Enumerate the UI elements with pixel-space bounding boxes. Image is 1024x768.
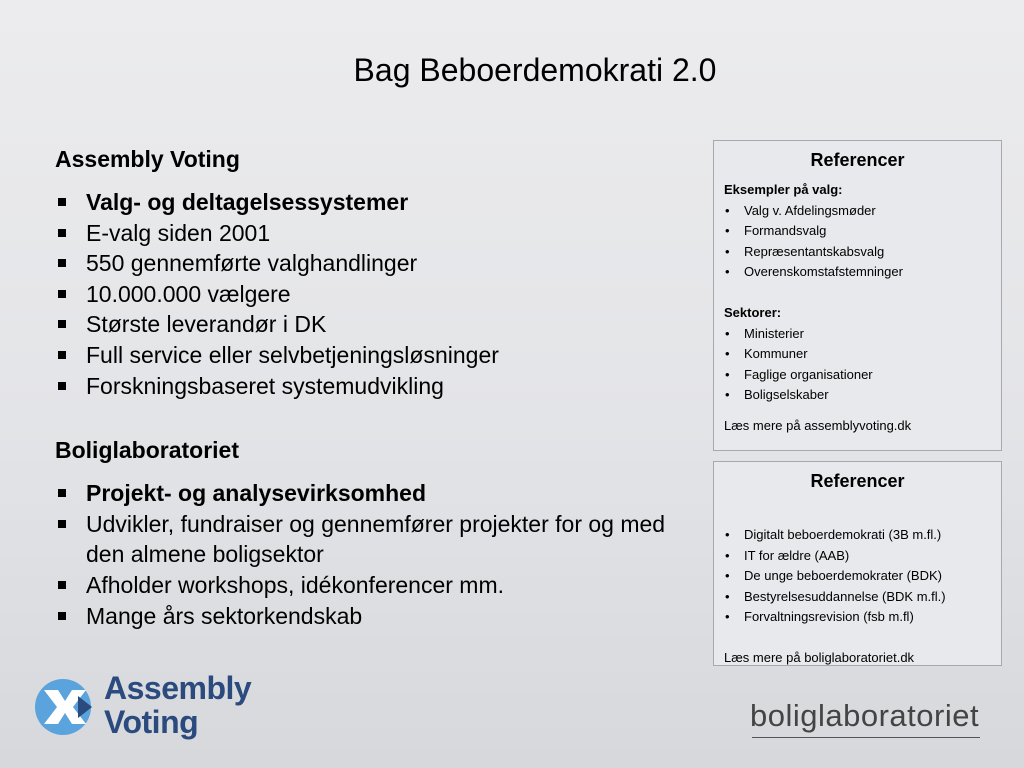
list-item: • Valg v. Afdelingsmøder [724,201,991,222]
list-item: • Digitalt beboerdemokrati (3B m.fl.) [724,525,991,546]
list-item: Mange års sektorkendskab [55,601,695,632]
assembly-voting-wordmark-line1: Assembly [104,670,252,706]
main-content [55,146,695,631]
list-item: • Ministerier [724,324,991,345]
read-more-boliglaboratoriet: Læs mere på boliglaboratoriet.dk [724,649,915,665]
examples-list [724,201,991,283]
list-item: • Boligselskaber [724,385,991,406]
references-box-assembly-voting [713,140,1002,451]
assembly-voting-list [55,187,695,401]
sectors-list [724,324,991,406]
list-item: Projekt- og analysevirksomhed [55,478,695,509]
list-item: • Formandsvalg [724,221,991,242]
list-item: • Kommuner [724,344,991,365]
slide-title: Bag Beboerdemokrati 2.0 [353,52,717,88]
boliglaboratoriet-logo: boliglaboratoriet [750,698,980,733]
list-item: E-valg siden 2001 [55,218,695,249]
references-title: Referencer [810,471,905,491]
list-item: Afholder workshops, idékonferencer mm. [55,570,695,601]
list-item: • IT for ældre (AAB) [724,546,991,567]
list-item: Valg- og deltagelsessystemer [55,187,695,218]
sectors-heading: Sektorer: [724,304,782,320]
assembly-voting-x-icon [34,676,96,738]
list-item: • Bestyrelsesuddannelse (BDK m.fl.) [724,587,991,608]
assembly-voting-wordmark-line2: Voting [104,704,199,740]
list-item: Udvikler, fundraiser og gennemfører projekter for og med den almene boligsektor [55,509,695,570]
references-box-boliglaboratoriet [713,461,1002,666]
list-item: 10.000.000 vælgere [55,279,695,310]
boliglaboratoriet-logo-underline [752,737,980,738]
section-heading-boliglaboratoriet: Boliglaboratoriet [55,437,240,464]
list-item: • Forvaltningsrevision (fsb m.fl) [724,607,991,628]
list-item: • Repræsentantskabsvalg [724,242,991,263]
list-item: • De unge beboerdemokrater (BDK) [724,566,991,587]
read-more-assemblyvoting: Læs mere på assemblyvoting.dk [724,417,912,433]
examples-heading: Eksempler på valg: [724,182,843,197]
references-list [724,525,991,628]
list-item: • Faglige organisationer [724,365,991,386]
list-item: 550 gennemførte valghandlinger [55,248,695,279]
section-heading-assembly-voting: Assembly Voting [55,146,240,172]
list-item: Forskningsbaseret systemudvikling [55,371,695,402]
list-item: • Overenskomstafstemninger [724,262,991,283]
references-title: Referencer [810,150,905,170]
list-item: Full service eller selvbetjeningsløsninger [55,340,695,371]
list-item: Største leverandør i DK [55,309,695,340]
assembly-voting-wordmark [104,671,251,739]
boliglaboratoriet-list [55,478,695,631]
